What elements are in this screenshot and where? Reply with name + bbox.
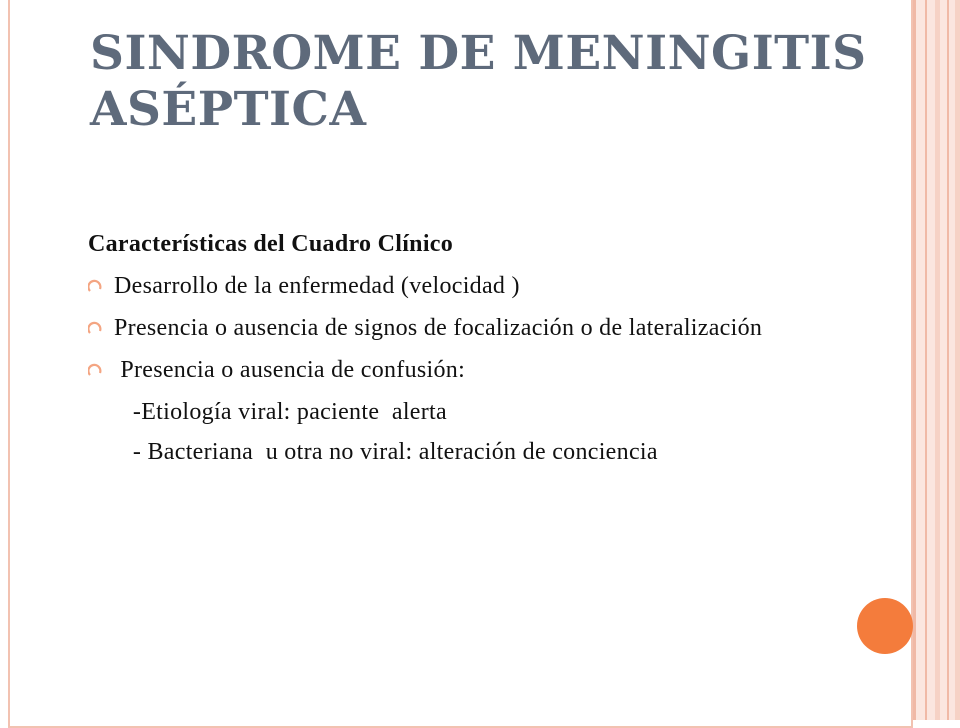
stripe (935, 0, 940, 720)
bullet-arc-icon (88, 321, 102, 335)
sub-line-bacterial: - Bacteriana u otra no viral: alteración de conciencia (114, 439, 658, 465)
bullet-list (88, 272, 878, 384)
bullet-arc-icon (88, 279, 102, 293)
bullet-item (88, 272, 878, 300)
bullet-item (88, 314, 878, 342)
bullet-text: Presencia o ausencia de confusión: (114, 357, 466, 383)
bullet-item (88, 356, 878, 384)
slide-title: SINDROME DE MENINGITIS ASÉPTICA (90, 26, 867, 137)
stripe (925, 0, 927, 720)
slide-body (88, 230, 878, 478)
orange-circle-icon (857, 598, 913, 654)
subheading: Características del Cuadro Clínico (88, 231, 454, 257)
sub-line-viral: -Etiología viral: paciente alerta (114, 399, 447, 425)
stripe (947, 0, 949, 720)
stripe (913, 0, 916, 720)
decorative-stripes (913, 0, 960, 720)
bullet-text: Presencia o ausencia de signos de focalización o de lateralización (114, 315, 763, 341)
stripe (955, 0, 960, 720)
bullet-text: Desarrollo de la enfermedad (velocidad ) (114, 273, 520, 299)
bullet-arc-icon (88, 363, 102, 377)
